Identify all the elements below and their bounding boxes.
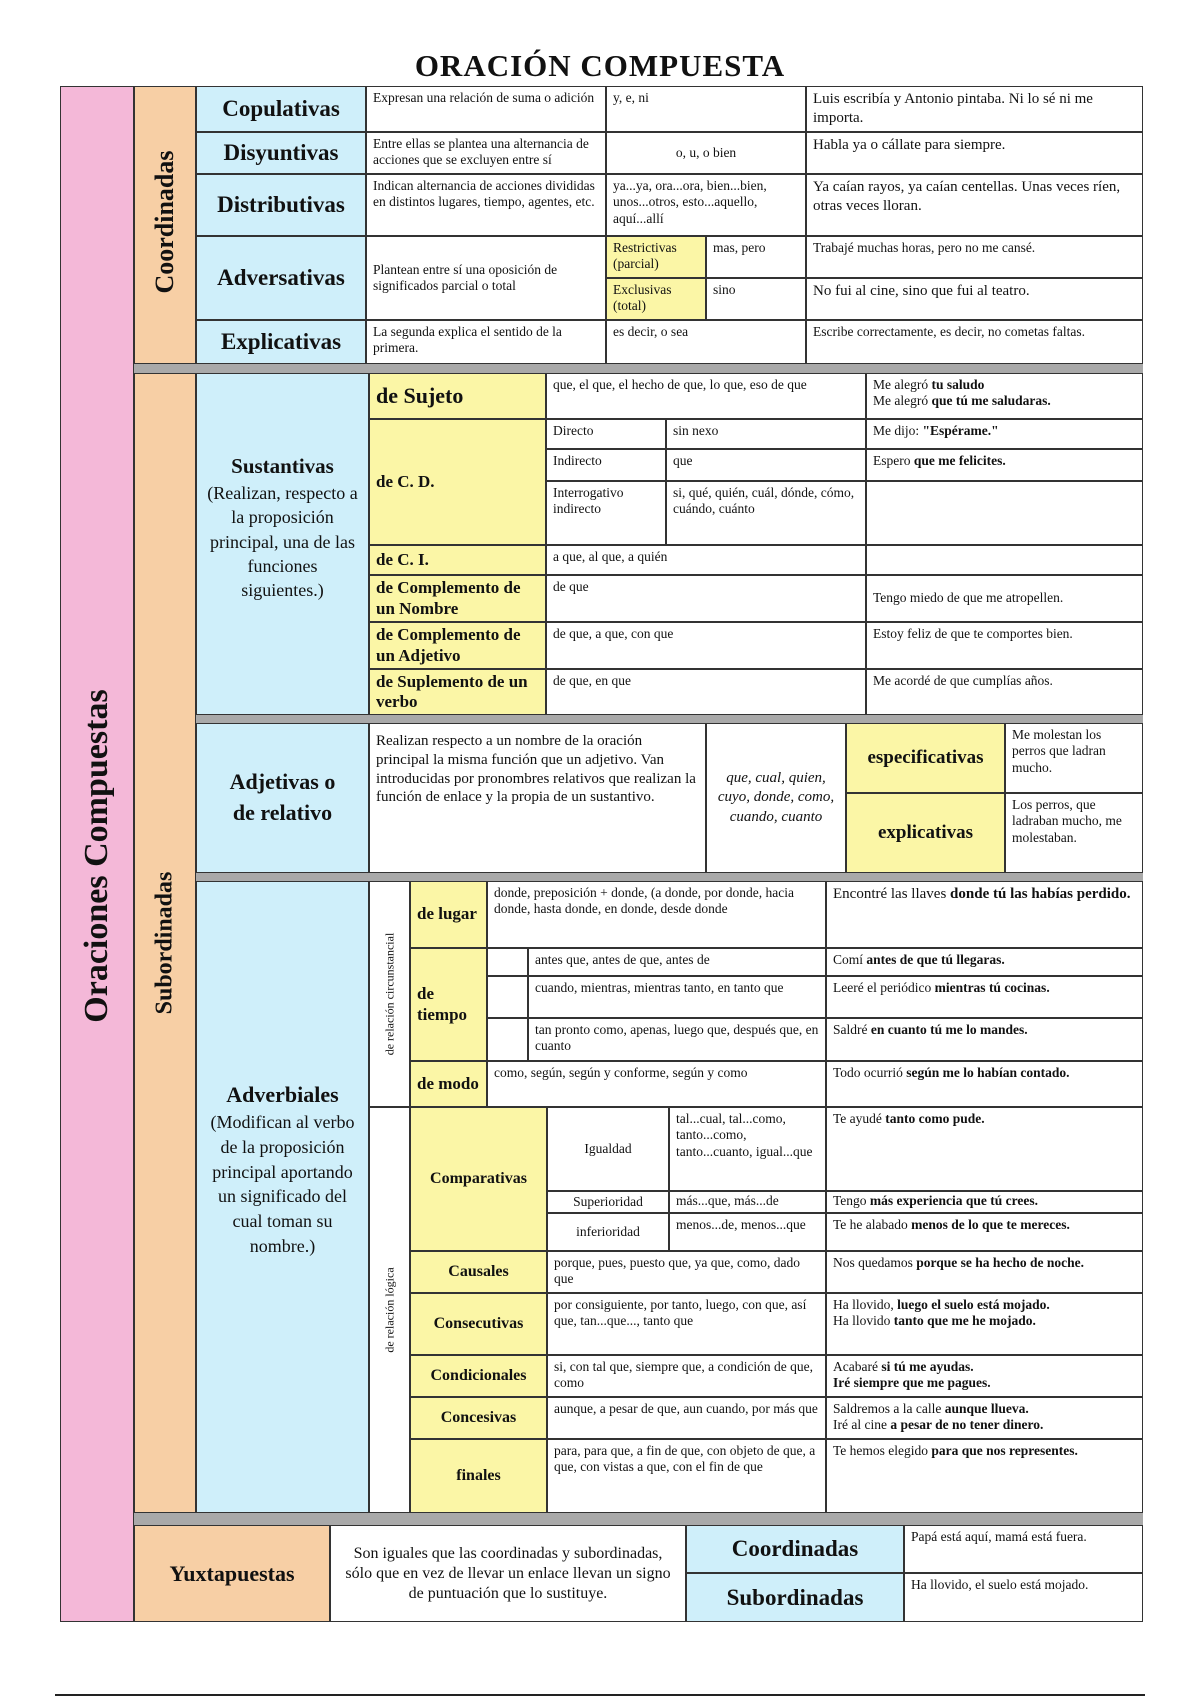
cd-directo-nexos: sin nexo [666,419,866,449]
lugar-ejemplo [826,881,1143,948]
concesivas-ej2-pre: Iré al cine [833,1417,891,1433]
comp-superioridad-nexos: más...que, más...de [669,1191,826,1213]
consecutivas-ejemplo [826,1293,1143,1355]
lugar-label: de lugar [410,881,487,948]
modo-ej-pre: Todo ocurrió [833,1065,907,1080]
comp-igualdad-tipo: Igualdad [547,1107,669,1191]
adversativas-exclusivas-ejemplo: No fui al cine, sino que fui al teatro. [806,278,1143,320]
disyuntivas-name: Disyuntivas [196,132,366,174]
tiempo-ej1-pre: Comí [833,952,867,967]
concesivas-ej2-bold: a pesar de no tener dinero. [890,1417,1044,1433]
adversativas-restrictivas-nexos: mas, pero [706,236,806,278]
comp-igualdad-nexos: tal...cual, tal...como, tanto...como, tanto...cuanto, igual...que [669,1107,826,1191]
adverbiales-desc: (Modifican al verbo de la proposición principal aportando un significado del cual toman su nombre.) [210,1112,355,1257]
yuxt-subordinadas-ejemplo: Ha llovido, el suelo está mojado. [904,1573,1143,1622]
adjetivas-desc: Realizan respecto a un nombre de la oración principal la misma función que un adjetivo. Van introducidas por pronombres relativos que realizan la función de enlace y la propia de un sustantivo. [369,723,706,873]
especificativas-ejemplo: Me molestan los perros que ladran mucho. [1005,723,1143,793]
comp-igualdad-ej-bold: tanto como pude. [885,1111,985,1126]
yuxt-coordinadas-label: Coordinadas [686,1525,904,1573]
comparativas-label: Comparativas [410,1107,547,1251]
sustantivas-desc: (Realizan, respecto a la proposición principal, una de las funciones siguientes.) [207,483,358,601]
separator-adj [196,873,1143,881]
disyuntivas-desc: Entre ellas se plantea una alternancia de acciones que se excluyen entre sí [366,132,606,174]
tiempo-spacer-1 [487,948,528,976]
consecutivas-label: Consecutivas [410,1293,547,1355]
finales-nexos: para, para que, a fin de que, con objeto de que, a que, con vistas a que, con el fin de que [547,1439,826,1513]
copulativas-name: Copulativas [196,86,366,132]
cadj-ejemplo: Estoy feliz de que te comportes bien. [866,622,1143,669]
concesivas-ej1-bold: aunque llueva. [944,1401,1029,1416]
tiempo-spacer-2 [487,976,528,1018]
tiempo-ej3-bold: en cuanto tú me lo mandes. [870,1022,1028,1037]
cd-indirecto-ejemplo [866,449,1143,481]
explicativas-adj-label: explicativas [846,793,1005,873]
cn-nexos: de que [546,575,866,622]
causales-ej-pre: Nos quedamos [833,1255,917,1270]
ci-nexos: a que, al que, a quién [546,545,866,575]
yuxtapuestas-label: Yuxtapuestas [134,1525,330,1622]
sustantivas-cell [196,373,369,715]
explicativas-name: Explicativas [196,320,366,364]
modo-ejemplo [826,1061,1143,1107]
adjetivas-name: Adjetivas o de relativo [196,723,369,873]
cd-label: de C. D. [369,419,546,545]
finales-ejemplo [826,1439,1143,1513]
finales-ej-bold: para que nos representes. [931,1443,1078,1458]
concesivas-nexos: aunque, a pesar de que, aun cuando, por más que [547,1397,826,1439]
sujeto-nexos: que, el que, el hecho de que, lo que, eso de que [546,373,866,419]
distributivas-nexos: ya...ya, ora...ora, bien...bien, unos...otros, esto...aquello, aquí...allí [606,174,806,236]
cd-indirecto-nexos: que [666,449,866,481]
especificativas-label: especificativas [846,723,1005,793]
circunstancial-label: de relación circunstancial [382,932,397,1056]
consecutivas-nexos: por consiguiente, por tanto, luego, con que, así que, tan...que..., tanto que [547,1293,826,1355]
separator-sub [134,1513,1143,1525]
tiempo-nexos-3: tan pronto como, apenas, luego que, después que, en cuanto [528,1018,826,1061]
logica-label: de relación lógica [382,1267,397,1353]
tiempo-ejemplo-2 [826,976,1143,1018]
cd-indirecto-tipo: Indirecto [546,449,666,481]
adverbiales-name: Adverbiales [226,1082,339,1107]
distributivas-desc: Indican alternancia de acciones divididas en distintos lugares, tiempo, agentes, etc. [366,174,606,236]
disyuntivas-nexos: o, u, o bien [606,132,806,174]
condicionales-ej2-bold: Iré siempre que me pagues. [833,1375,991,1391]
lugar-ej-bold: donde tú las habías perdido. [950,886,1131,902]
ci-ejemplo [866,545,1143,575]
yuxtapuestas-desc: Son iguales que las coordinadas y subordinadas, sólo que en vez de llevar un enlace llevan un signo de puntuación que lo sustituye. [330,1525,686,1622]
suplemento-label: de Suplemento de un verbo [369,669,546,715]
consecutivas-ej2-bold: tanto que me he mojado. [893,1313,1036,1329]
cd-interrogativo-nexos: si, qué, quién, cuál, dónde, cómo, cuándo, cuánto [666,481,866,545]
lugar-nexos: donde, preposición + donde, (a donde, por donde, hacia donde, hasta donde, en donde, desde donde [487,881,826,948]
suplemento-ejemplo: Me acordé de que cumplías años. [866,669,1143,715]
causales-label: Causales [410,1251,547,1293]
condicionales-label: Condicionales [410,1355,547,1397]
modo-ej-bold: según me lo habían contado. [906,1065,1070,1080]
coordinadas-label: Coordinadas [150,150,179,294]
finales-ej-pre: Te hemos elegido [833,1443,932,1458]
tiempo-nexos-2: cuando, mientras, mientras tanto, en tanto que [528,976,826,1018]
condicionales-ej1-bold: si tú me ayudas. [881,1359,974,1374]
adversativas-restrictivas: Restrictivas (parcial) [606,236,706,278]
explicativas-nexos: es decir, o sea [606,320,806,364]
tiempo-ejemplo-3 [826,1018,1143,1061]
ci-label: de C. I. [369,545,546,575]
sujeto-label: de Sujeto [369,373,546,419]
sustantivas-name: Sustantivas [231,454,334,478]
causales-nexos: porque, pues, puesto que, ya que, como, dado que [547,1251,826,1293]
tiempo-ejemplo-1 [826,948,1143,976]
comp-inferioridad-ej-bold: menos de lo que te mereces. [911,1217,1070,1232]
cd-directo-tipo: Directo [546,419,666,449]
yuxt-coordinadas-ejemplo: Papá está aquí, mamá está fuera. [904,1525,1143,1573]
cd-indirecto-ej-bold: que me felicites. [913,453,1006,468]
cadj-label: de Complemento de un Adjetivo [369,622,546,669]
footer-rule [55,1694,1145,1696]
comp-superioridad-ej-pre: Tengo [833,1193,870,1208]
comp-superioridad-ejemplo [826,1191,1143,1213]
explicativas-ejemplo: Escribe correctamente, es decir, no cometas faltas. [806,320,1143,364]
sujeto-ej1-bold: tu saludo [931,377,985,392]
tiempo-ej3-pre: Saldré [833,1022,871,1037]
adversativas-exclusivas-nexos: sino [706,278,806,320]
subordinadas-label: Subordinadas [151,871,178,1015]
adversativas-name: Adversativas [196,236,366,320]
cn-label: de Complemento de un Nombre [369,575,546,622]
adversativas-desc: Plantean entre sí una oposición de significados parcial o total [366,236,606,320]
sujeto-ej2-bold: que tú me saludaras. [931,393,1051,409]
causales-ejemplo [826,1251,1143,1293]
tiempo-spacer-3 [487,1018,528,1061]
copulativas-desc: Expresan una relación de suma o adición [366,86,606,132]
suplemento-nexos: de que, en que [546,669,866,715]
explicativas-adj-ejemplo: Los perros, que ladraban mucho, me molestaban. [1005,793,1143,873]
cadj-nexos: de que, a que, con que [546,622,866,669]
cd-directo-ej-pre: Me dijo: [873,423,923,438]
separator-coord [134,364,1143,373]
sujeto-ej1-pre: Me alegró [873,377,932,392]
page-title: ORACIÓN COMPUESTA [414,48,786,83]
distributivas-name: Distributivas [196,174,366,236]
copulativas-nexos: y, e, ni [606,86,806,132]
sujeto-ej2-pre: Me alegró [873,393,932,409]
separator-sust [196,715,1143,723]
modo-label: de modo [410,1061,487,1107]
sujeto-ejemplo [866,373,1143,419]
adverbiales-cell [196,881,369,1513]
comp-superioridad-tipo: Superioridad [547,1191,669,1213]
cd-interrogativo-tipo: Interrogativo indirecto [546,481,666,545]
cd-interrogativo-ejemplo [866,481,1143,545]
cd-directo-ej-bold: "Espérame." [922,423,999,438]
tiempo-label: de tiempo [410,948,487,1061]
lugar-ej-pre: Encontré las llaves [833,886,951,902]
comp-igualdad-ejemplo [826,1107,1143,1191]
disyuntivas-ejemplo: Habla ya o cállate para siempre. [806,132,1143,174]
tiempo-nexos-1: antes que, antes de que, antes de [528,948,826,976]
finales-label: finales [410,1439,547,1513]
comp-inferioridad-ej-pre: Te he alabado [833,1217,912,1232]
adversativas-exclusivas: Exclusivas (total) [606,278,706,320]
causales-ej-bold: porque se ha hecho de noche. [916,1255,1085,1270]
adversativas-restrictivas-ejemplo: Trabajé muchas horas, pero no me cansé. [806,236,1143,278]
cd-directo-ejemplo [866,419,1143,449]
consecutivas-ej1-pre: Ha llovido, [833,1297,898,1312]
concesivas-ejemplo [826,1397,1143,1439]
concesivas-ej1-pre: Saldremos a la calle [833,1401,945,1416]
tiempo-ej2-bold: mientras tú cocinas. [934,980,1050,995]
tiempo-ej2-pre: Leeré el periódico [833,980,935,995]
consecutivas-ej2-pre: Ha llovido [833,1313,894,1329]
consecutivas-ej1-bold: luego el suelo está mojado. [897,1297,1050,1312]
tiempo-ej1-bold: antes de que tú llegaras. [866,952,1005,967]
comp-superioridad-ej-bold: más experiencia que tú crees. [869,1193,1039,1208]
comp-inferioridad-nexos: menos...de, menos...que [669,1213,826,1251]
condicionales-ejemplo [826,1355,1143,1397]
oraciones-compuestas-label: Oraciones Compuestas [78,689,115,1023]
comp-inferioridad-tipo: inferioridad [547,1213,669,1251]
comp-inferioridad-ejemplo [826,1213,1143,1251]
distributivas-ejemplo: Ya caían rayos, ya caían centellas. Unas veces ríen, otras veces lloran. [806,174,1143,236]
copulativas-ejemplo: Luis escribía y Antonio pintaba. Ni lo sé ni me importa. [806,86,1143,132]
cn-ejemplo: Tengo miedo de que me atropellen. [866,575,1143,622]
modo-nexos: como, según, según y conforme, según y como [487,1061,826,1107]
concesivas-label: Concesivas [410,1397,547,1439]
cd-indirecto-ej-pre: Espero [873,453,914,468]
explicativas-desc: La segunda explica el sentido de la primera. [366,320,606,364]
yuxt-subordinadas-label: Subordinadas [686,1573,904,1622]
condicionales-nexos: si, con tal que, siempre que, a condición de que, como [547,1355,826,1397]
comp-igualdad-ej-pre: Te ayudé [833,1111,886,1126]
adjetivas-nexos: que, cual, quien, cuyo, donde, como, cuando, cuanto [706,723,846,873]
condicionales-ej1-pre: Acabaré [833,1359,882,1374]
